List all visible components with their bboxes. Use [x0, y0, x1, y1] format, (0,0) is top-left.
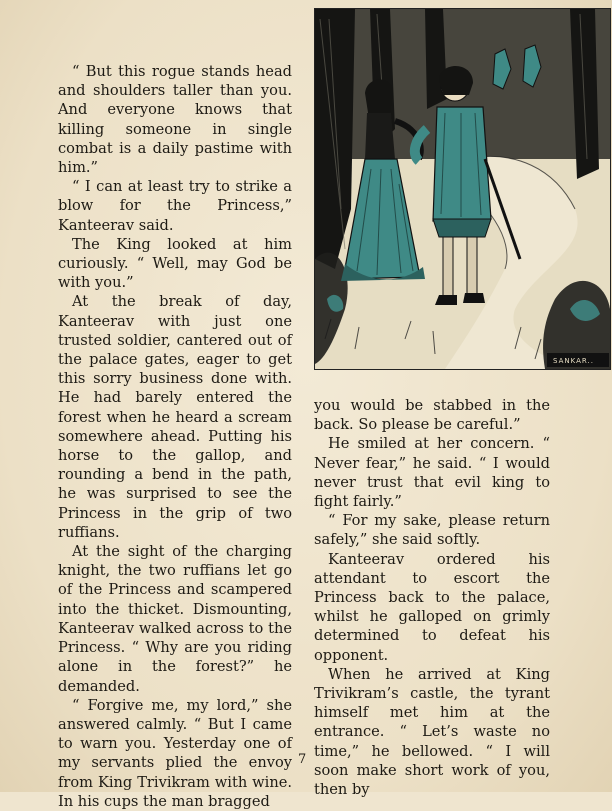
paragraph: At the break of day, Kanteerav with just one trusted soldier, cantered out of the palace gates, eager to get this sorry business done with. He had barely entered the forest when he heard a scream somewhere ahead. Putting his horse to the gallop, and rounding a bend in the path, he was surprised to see the Princess in the grip of two ruffians. — [58, 293, 292, 541]
paragraph: He smiled at her concern. “ Never fear,” he said. “ I would never trust that evil king to fight fairly.” — [314, 435, 550, 511]
story-illustration — [314, 8, 611, 370]
paragraph: When he arrived at King Trivikram’s castle, the tyrant himself met him at the entrance. “ Let’s waste no time,” he bellowed. “ I will soon make short work of you, then by — [314, 665, 550, 799]
paragraph: The King looked at him curiously. “ Well, may God be with you.” — [58, 235, 292, 292]
paragraph: “ But this rogue stands head and shoulders taller than you. And everyone knows that killing someone in single combat is a daily pastime with him.” — [58, 63, 292, 177]
paragraph: Kanteerav ordered his attendant to escort the Princess back to the palace, whilst he galloped on grimly determined to defeat his opponent. — [314, 550, 550, 664]
page-number: 7 — [298, 752, 307, 767]
paragraph: “ I can at least try to strike a blow for the Princess,” Kanteerav said. — [58, 178, 292, 234]
artist-signature: SANKAR.. — [553, 357, 594, 365]
paragraph: “ Forgive me, my lord,” she answered calmly. “ But I came to warn you. Yesterday one of my servants plied the envoy from King Trivikram with wine. In his cups the man bragged — [58, 696, 292, 810]
paragraph: “ For my sake, please return safely,” she said softly. — [314, 512, 550, 549]
paragraph-continuation: you would be stabbed in the back. So please be careful.” — [314, 397, 550, 434]
left-text-column — [58, 62, 292, 811]
paragraph: At the sight of the charging knight, the two ruffians let go of the Princess and scampered into the thicket. Dismounting, Kanteerav walked across to the Princess. “ Why are you riding alone in the forest?” he demanded. — [58, 543, 292, 695]
right-text-column — [314, 396, 550, 799]
forest-scene-drawing — [315, 9, 610, 369]
